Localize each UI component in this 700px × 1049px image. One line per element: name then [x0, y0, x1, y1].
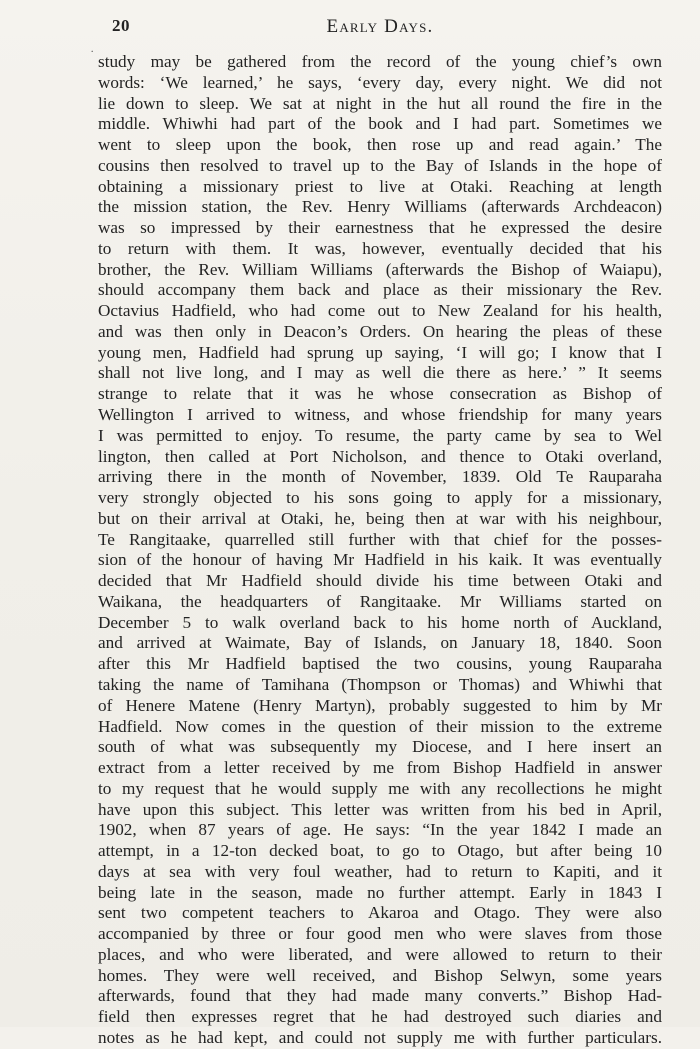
text-line: afterwards, found that they had made many converts.” Bishop Had- [98, 986, 662, 1006]
text-line: places, and who were liberated, and were allowed to return to their [98, 944, 662, 964]
text-line: being late in the season, made no further attempt. Early in 1843 I [98, 882, 662, 902]
text-line: was so impressed by their earnestness that he expressed the desire [98, 218, 662, 238]
text-line: sent two competent teachers to Akaroa and Otago. They were also [98, 903, 662, 923]
text-line: accompanied by three or four good men who were slaves from those [98, 924, 662, 944]
text-line: obtaining a missionary priest to live at Otaki. Reaching at length [98, 176, 662, 196]
page-header [98, 12, 662, 42]
text-line: taking the name of Tamihana (Thompson or Thomas) and Whiwhi that [98, 674, 662, 694]
text-line: Te Rangitaake, quarrelled still further with that chief for the posses- [98, 529, 662, 549]
text-line: notes as he had kept, and could not supply me with further particulars. [98, 1027, 662, 1047]
text-line: to my request that he would supply me with any recollections he might [98, 778, 662, 798]
text-line: field then expresses regret that he had destroyed such diaries and [98, 1007, 662, 1027]
text-line: middle. Whiwhi had part of the book and I had part. Sometimes we [98, 114, 662, 134]
text-line: extract from a letter received by me from Bishop Hadfield in answer [98, 758, 662, 778]
text-line: the mission station, the Rev. Henry Williams (afterwards Archdeacon) [98, 197, 662, 217]
text-line: to return with them. It was, however, eventually decided that his [98, 238, 662, 258]
body-text [98, 52, 662, 1049]
text-line: lington, then called at Port Nicholson, and thence to Otaki overland, [98, 446, 662, 466]
text-line: Wellington I arrived to witness, and whose friendship for many years [98, 405, 662, 425]
text-line: Waikana, the headquarters of Rangitaake. Mr Williams started on [98, 591, 662, 611]
text-line: lie down to sleep. We sat at night in the hut all round the fire in the [98, 93, 662, 113]
text-line: Octavius Hadfield, who had come out to New Zealand for his health, [98, 301, 662, 321]
text-line: very strongly objected to his sons going to apply for a missionary, [98, 488, 662, 508]
text-line: homes. They were well received, and Bishop Selwyn, some years [98, 965, 662, 985]
text-line: I was permitted to enjoy. To resume, the party came by sea to Wel [98, 425, 662, 445]
text-line: south of what was subsequently my Diocese, and I here insert an [98, 737, 662, 757]
text-line: sion of the honour of having Mr Hadfield in his kaik. It was eventually [98, 550, 662, 570]
text-line: words: ‘We learned,’ he says, ‘every day, every night. We did not [98, 72, 662, 92]
running-title: Early Days. [326, 16, 434, 37]
text-line: shall not live long, and I may as well die there as here.’ ” It seems [98, 363, 662, 383]
text-line: December 5 to walk overland back to his home north of Auckland, [98, 612, 662, 632]
text-line: study may be gathered from the record of the young chief’s own [98, 52, 662, 71]
text-line: but on their arrival at Otaki, he, being then at war with his neighbour, [98, 508, 662, 528]
text-line: cousins then resolved to travel up to the Bay of Islands in the hope of [98, 155, 662, 175]
text-line: should accompany them back and place as their missionary the Rev. [98, 280, 662, 300]
text-line: strange to relate that it was he whose consecration as Bishop of [98, 384, 662, 404]
text-line: decided that Mr Hadfield should divide his time between Otaki and [98, 571, 662, 591]
text-line: arriving there in the month of November, 1839. Old Te Rauparaha [98, 467, 662, 487]
text-line: attempt, in a 12-ton decked boat, to go to Otago, but after being 10 [98, 841, 662, 861]
text-line: and was then only in Deacon’s Orders. On hearing the pleas of these [98, 321, 662, 341]
text-line: young men, Hadfield had sprung up saying, ‘I will go; I know that I [98, 342, 662, 362]
text-line: have upon this subject. This letter was written from his bed in April, [98, 799, 662, 819]
text-line: days at sea with very foul weather, had to return to Kapiti, and it [98, 861, 662, 881]
margin-mark: ˙ [90, 47, 95, 62]
page-number: 20 [112, 16, 130, 35]
text-line: brother, the Rev. William Williams (afterwards the Bishop of Waiapu), [98, 259, 662, 279]
text-line: went to sleep upon the book, then rose up and read again.’ The [98, 135, 662, 155]
text-line: after this Mr Hadfield baptised the two cousins, young Rauparaha [98, 654, 662, 674]
text-line: Hadfield. Now comes in the question of their mission to the extreme [98, 716, 662, 736]
text-line: of Henere Matene (Henry Martyn), probably suggested to him by Mr [98, 695, 662, 715]
text-line: and arrived at Waimate, Bay of Islands, on January 18, 1840. Soon [98, 633, 662, 653]
text-line: 1902, when 87 years of age. He says: “In the year 1842 I made an [98, 820, 662, 840]
